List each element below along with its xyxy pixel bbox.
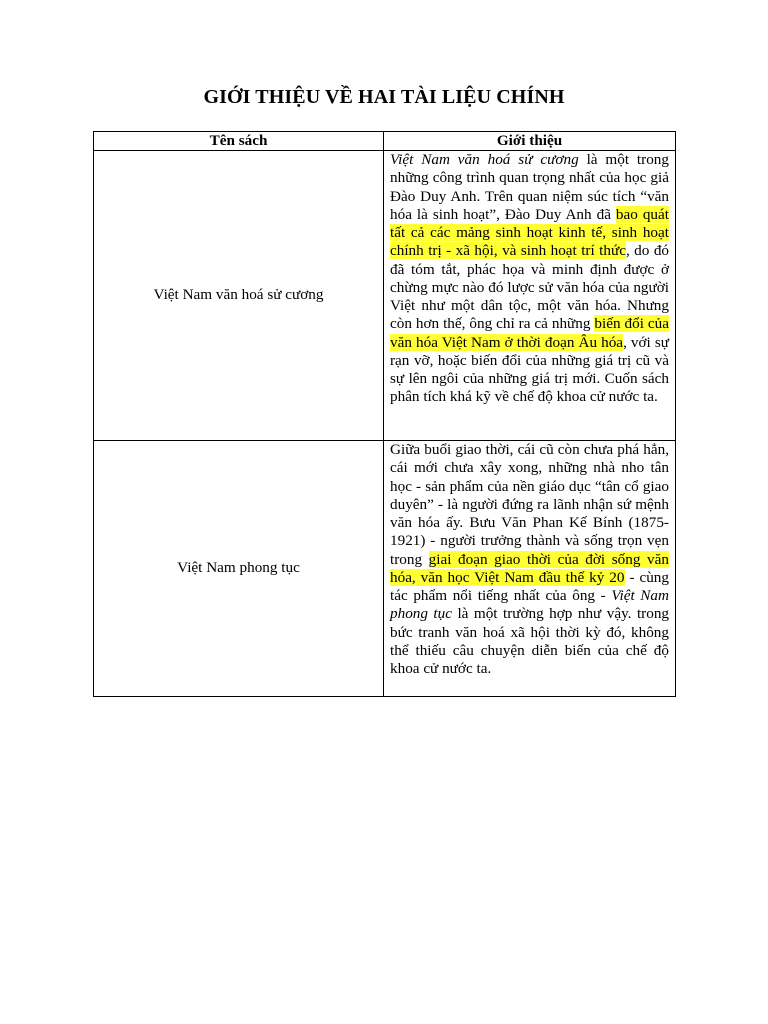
highlighted-text: giai đoạn giao thời của đời sống văn hóa, văn học Việt Nam đầu thế kỷ 20 [390, 550, 669, 586]
column-header-introduction: Giới thiệu [384, 132, 676, 151]
table-row [94, 151, 676, 441]
book-title-cell: Việt Nam văn hoá sử cương [94, 151, 384, 441]
highlighted-text: bao quát tất cả các mảng sinh hoạt kinh tế, sinh hoạt chính trị - xã hội, và sinh hoạt trí thức [390, 205, 669, 260]
intro-text: - cùng tác phẩm nổi tiếng nhất của ông - [390, 568, 669, 604]
column-header-book-title: Tên sách [94, 132, 384, 151]
table-header-row [94, 132, 676, 151]
book-title-italic: Việt Nam phong tục [390, 587, 669, 623]
highlighted-text: biến đổi của văn hóa Việt Nam ở thời đoạn Âu hóa [390, 315, 669, 351]
introduction-cell [384, 441, 676, 697]
intro-text: là một trong những công trình quan trọng nhất của học giả Đào Duy Anh. Trên quan niệm súc tích “văn hóa là sinh hoạt”, Đào Duy Anh đã [390, 151, 669, 223]
page-title: GIỚI THIỆU VỀ HAI TÀI LIỆU CHÍNH [203, 86, 565, 108]
intro-text: là một trường hợp như vậy. trong bức tranh văn hoá xã hội thời kỳ đó, không thể thiếu câu chuyện diễn biến của chế độ khoa cử nước ta. [390, 605, 670, 677]
intro-text: Giữa buổi giao thời, cái cũ còn chưa phá hẳn, cái mới chưa xây xong, những nhà nho tân học - sản phẩm của nền giáo dục “tân cổ giao duyên” - là người đứng ra lãnh nhận sứ mệnh văn hóa ấy. Bưu Văn Phan Kế Bính (1875-1921) - người trưởng thành và sống trọn vẹn trong [390, 441, 669, 568]
intro-text: , do đó đã tóm tắt, phác họa và minh định được ở chừng mực nào đó lược sử văn hóa của người Việt như một dân tộc, một văn hóa. Nhưng còn hơn thế, ông chỉ ra cả những [390, 242, 670, 333]
book-title-cell: Việt Nam phong tục [94, 441, 384, 697]
intro-text: , với sự rạn vỡ, hoặc biến đổi của những giá trị cũ và sự lên ngôi của những giá trị mới. Cuốn sách phân tích khá kỹ về chế độ khoa cử nước ta. [390, 333, 669, 406]
introduction-cell [384, 151, 676, 441]
book-title-italic: Việt Nam văn hoá sử cương [390, 151, 579, 168]
table-row [94, 441, 676, 697]
books-table [93, 131, 676, 697]
